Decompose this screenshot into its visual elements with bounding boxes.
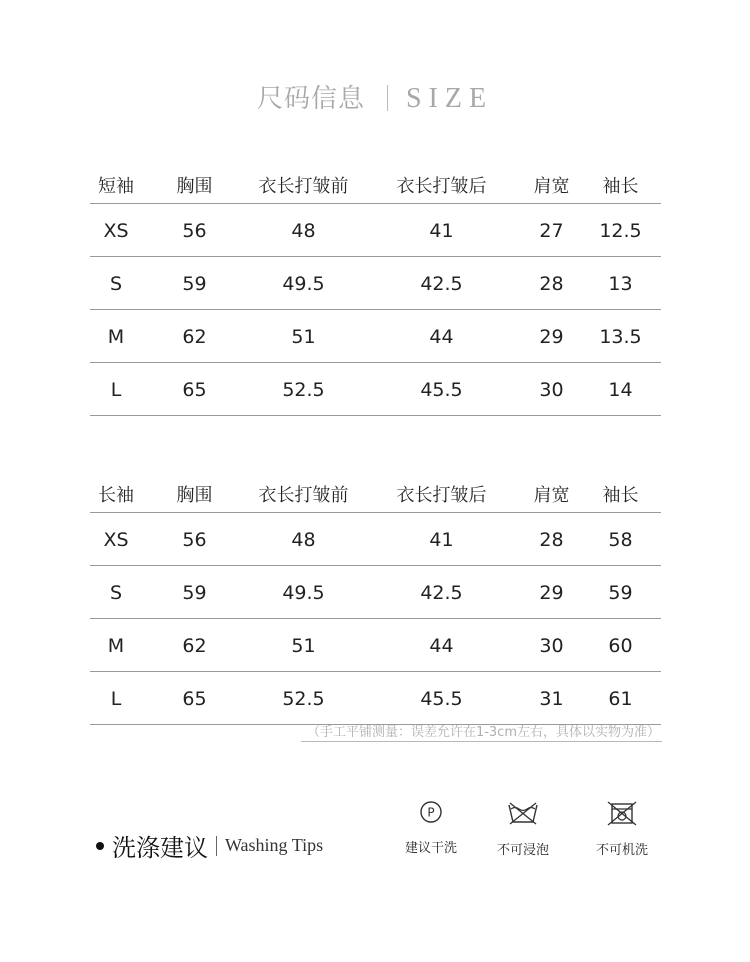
table-cell: S [90, 257, 142, 310]
table-cell: 59 [142, 566, 247, 619]
measurement-note: （手工平铺测量：误差允许在1-3cm左右，具体以实物为准） [301, 721, 662, 742]
long-sleeve-size-table [90, 481, 661, 725]
table-cell: 31 [523, 672, 580, 725]
table-cell: 45.5 [360, 672, 523, 725]
table-cell: 30 [523, 619, 580, 672]
care-item-no-soak [478, 800, 568, 858]
header-cell: 胸围 [142, 481, 247, 513]
table-cell: 28 [523, 257, 580, 310]
table-cell: 41 [360, 513, 523, 566]
title-cn: 尺码信息 [256, 84, 365, 114]
header-cell: 袖长 [580, 481, 661, 513]
svg-text:P: P [427, 805, 435, 820]
table-row [90, 204, 661, 257]
table-cell: 12.5 [580, 204, 661, 257]
table-cell: 51 [247, 619, 360, 672]
table-cell: 51 [247, 310, 360, 363]
table-cell: 27 [523, 204, 580, 257]
table-row [90, 672, 661, 725]
page-title [0, 78, 750, 115]
table-cell: M [90, 619, 142, 672]
header-cell: 衣长打皱后 [360, 172, 523, 204]
table-cell: 29 [523, 310, 580, 363]
table-cell: S [90, 566, 142, 619]
table-cell: XS [90, 513, 142, 566]
header-cell: 衣长打皱后 [360, 481, 523, 513]
dry-clean-p-icon [419, 800, 443, 824]
care-label: 不可机洗 [595, 843, 648, 858]
table-row [90, 513, 661, 566]
no-soak-icon [506, 800, 540, 826]
table-cell: 41 [360, 204, 523, 257]
washing-title-cn: 洗涤建议 [112, 834, 208, 862]
header-cell: 长袖 [90, 481, 142, 513]
header-cell: 衣长打皱前 [247, 481, 360, 513]
table-row [90, 363, 661, 416]
header-cell: 肩宽 [523, 172, 580, 204]
table-cell: 65 [142, 363, 247, 416]
title-divider [387, 85, 388, 111]
table-cell: 56 [142, 513, 247, 566]
header-cell: 胸围 [142, 172, 247, 204]
table-cell: 52.5 [247, 672, 360, 725]
table-cell: 62 [142, 310, 247, 363]
table-cell: 14 [580, 363, 661, 416]
table-cell: 29 [523, 566, 580, 619]
header-cell: 短袖 [90, 172, 142, 204]
short-sleeve-size-table [90, 172, 661, 416]
table-cell: 44 [360, 619, 523, 672]
care-label: 不可浸泡 [496, 843, 549, 858]
table-row [90, 566, 661, 619]
bullet-dot-icon [96, 842, 104, 850]
table-cell: 28 [523, 513, 580, 566]
table-cell: 42.5 [360, 257, 523, 310]
table-cell: XS [90, 204, 142, 257]
washing-title-divider [216, 836, 217, 856]
table-cell: 13 [580, 257, 661, 310]
table-cell: M [90, 310, 142, 363]
table-cell: 48 [247, 513, 360, 566]
washing-title-en: Washing Tips [225, 835, 324, 855]
table-cell: 45.5 [360, 363, 523, 416]
table-cell: 65 [142, 672, 247, 725]
care-item-dry-clean [386, 800, 476, 856]
table-cell: L [90, 672, 142, 725]
table-cell: 44 [360, 310, 523, 363]
table-cell: 30 [523, 363, 580, 416]
table-row [90, 310, 661, 363]
table-cell: 13.5 [580, 310, 661, 363]
care-item-no-machine-wash [577, 800, 667, 858]
table-cell: 49.5 [247, 566, 360, 619]
title-en: SIZE [405, 83, 494, 114]
table-cell: 48 [247, 204, 360, 257]
header-cell: 肩宽 [523, 481, 580, 513]
table-cell: 62 [142, 619, 247, 672]
header-cell: 衣长打皱前 [247, 172, 360, 204]
table-cell: 42.5 [360, 566, 523, 619]
no-machine-wash-icon [605, 800, 639, 826]
table-cell: 60 [580, 619, 661, 672]
table-cell: L [90, 363, 142, 416]
table-cell: 61 [580, 672, 661, 725]
table-cell: 49.5 [247, 257, 360, 310]
table-cell: 52.5 [247, 363, 360, 416]
table-cell: 56 [142, 204, 247, 257]
table-row [90, 257, 661, 310]
care-label: 建议干洗 [404, 841, 457, 856]
table-row [90, 619, 661, 672]
header-cell: 袖长 [580, 172, 661, 204]
table-header-row [90, 481, 661, 513]
table-cell: 59 [142, 257, 247, 310]
table-header-row [90, 172, 661, 204]
washing-tips-heading [96, 828, 323, 863]
table-cell: 59 [580, 566, 661, 619]
table-cell: 58 [580, 513, 661, 566]
